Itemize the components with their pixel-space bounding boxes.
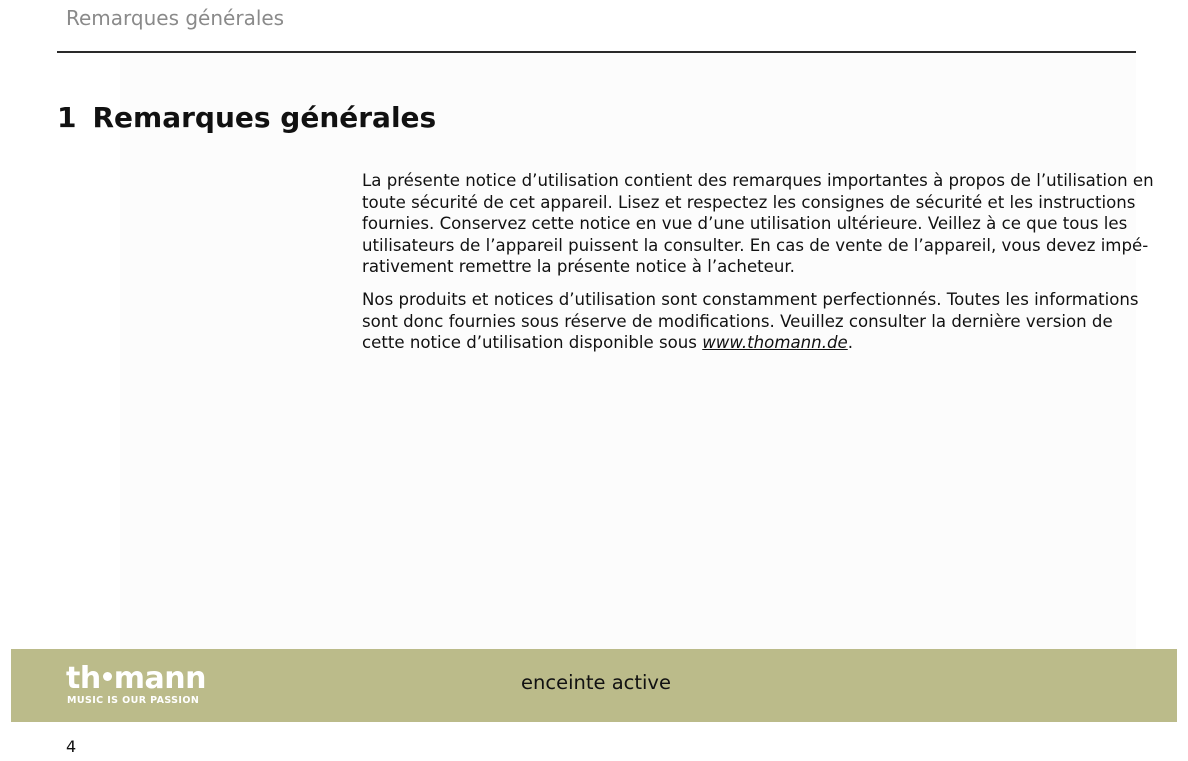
chapter-title: Remarques générales [92,101,437,134]
logo-text-right: mann [113,661,206,696]
body-text [362,170,1154,365]
page-number: 4 [66,737,77,756]
text-line: sont donc fournies sous réserve de modifications. Veuillez consulter la dernière version de [362,311,1113,331]
paragraph-intro [362,170,1154,278]
chapter-heading [57,101,436,134]
text-segment: . [847,333,854,353]
running-header: Remarques générales [66,6,285,30]
text-segment: cette notice d’utilisation disponible sous [362,333,703,353]
logo-tagline: MUSIC IS OUR PASSION [67,695,200,706]
text-line: Nos produits et notices d’utilisation sont constamment perfectionnés. Toutes les informations [362,289,1139,309]
footer-band [11,649,1177,722]
thomann-logo [66,661,216,711]
product-name: enceinte active [521,671,671,694]
text-line: La présente notice d’utilisation contient des remarques importantes à propos de l’utilisation en [362,171,1154,190]
text-line: utilisateurs de l’appareil puissent la consulter. En cas de vente de l’appareil, vous devez impé- [362,235,1149,255]
paragraph-updates [362,289,1142,354]
chapter-number: 1 [57,101,77,134]
text-line: rativement remettre la présente notice à l’acheteur. [362,257,795,277]
text-line: toute sécurité de cet appareil. Lisez et respectez les consignes de sécurité et les instructions [362,192,1136,212]
header-rule [57,51,1136,53]
text-line-with-link [362,332,1142,354]
thomann-website-link[interactable]: www.thomann.de [702,333,848,353]
logo-dot-icon [103,672,112,681]
logo-wordmark [66,661,206,697]
text-line: fournies. Conservez cette notice en vue d’une utilisation ultérieure. Veillez à ce que tous les [362,214,1128,234]
logo-text-left: th [66,661,101,696]
